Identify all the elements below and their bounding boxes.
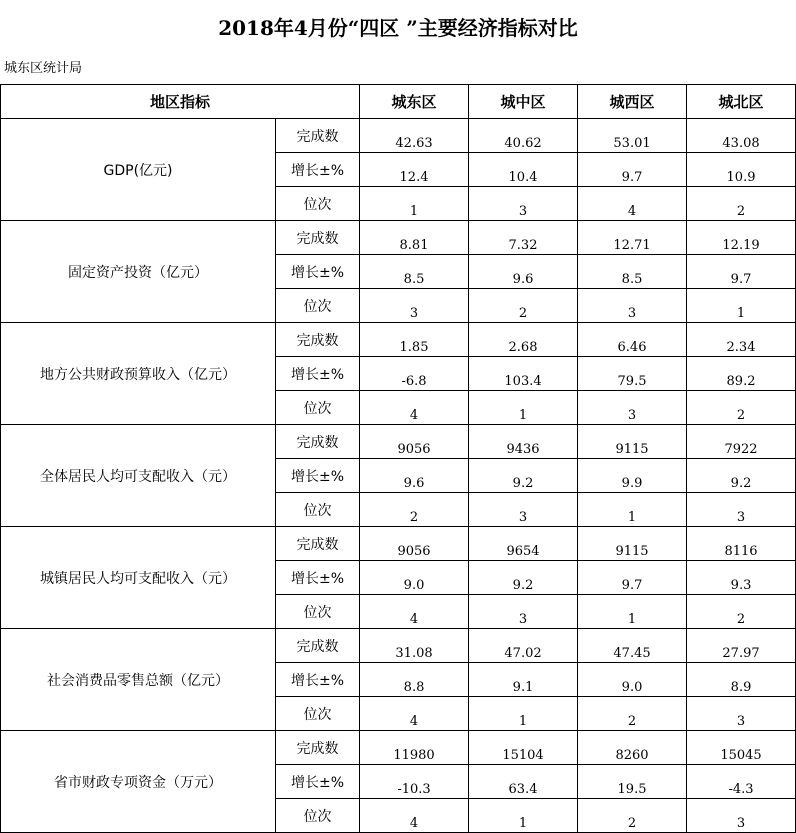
- table-row: [1, 731, 796, 765]
- value-cell: 9.7: [578, 153, 687, 187]
- value-cell: 15045: [687, 731, 796, 765]
- value-cell: 3: [687, 493, 796, 527]
- value-cell: 1: [469, 799, 578, 833]
- value-cell: 2.34: [687, 323, 796, 357]
- indicator-name: 地方公共财政预算收入（亿元）: [1, 323, 276, 425]
- value-cell: 10.9: [687, 153, 796, 187]
- value-cell: 8.5: [578, 255, 687, 289]
- value-cell: 9.0: [578, 663, 687, 697]
- indicator-name: 省市财政专项资金（万元）: [1, 731, 276, 833]
- value-cell: 9.6: [360, 459, 469, 493]
- value-cell: 3: [469, 493, 578, 527]
- value-cell: 2: [578, 697, 687, 731]
- metric-label: 位次: [276, 187, 360, 221]
- table-body: [1, 85, 796, 833]
- metric-label: 增长±%: [276, 459, 360, 493]
- value-cell: 63.4: [469, 765, 578, 799]
- value-cell: -4.3: [687, 765, 796, 799]
- value-cell: -10.3: [360, 765, 469, 799]
- indicator-name: GDP(亿元): [1, 119, 276, 221]
- metric-label: 完成数: [276, 731, 360, 765]
- metric-label: 完成数: [276, 323, 360, 357]
- value-cell: 8116: [687, 527, 796, 561]
- header-district: 城西区: [578, 85, 687, 119]
- value-cell: 79.5: [578, 357, 687, 391]
- header-district: 城中区: [469, 85, 578, 119]
- value-cell: 1: [578, 595, 687, 629]
- value-cell: 15104: [469, 731, 578, 765]
- value-cell: 4: [360, 391, 469, 425]
- value-cell: 9.7: [578, 561, 687, 595]
- indicator-name: 全体居民人均可支配收入（元）: [1, 425, 276, 527]
- value-cell: 42.63: [360, 119, 469, 153]
- value-cell: 9115: [578, 425, 687, 459]
- value-cell: -6.8: [360, 357, 469, 391]
- value-cell: 1: [360, 187, 469, 221]
- value-cell: 2: [578, 799, 687, 833]
- value-cell: 2: [687, 187, 796, 221]
- value-cell: 2: [360, 493, 469, 527]
- value-cell: 3: [578, 391, 687, 425]
- value-cell: 2: [687, 391, 796, 425]
- metric-label: 位次: [276, 697, 360, 731]
- value-cell: 4: [360, 799, 469, 833]
- value-cell: 9.3: [687, 561, 796, 595]
- value-cell: 9.9: [578, 459, 687, 493]
- header-district: 城北区: [687, 85, 796, 119]
- value-cell: 8260: [578, 731, 687, 765]
- value-cell: 53.01: [578, 119, 687, 153]
- value-cell: 3: [469, 187, 578, 221]
- table-row: [1, 323, 796, 357]
- value-cell: 19.5: [578, 765, 687, 799]
- metric-label: 增长±%: [276, 663, 360, 697]
- value-cell: 103.4: [469, 357, 578, 391]
- value-cell: 9.2: [469, 561, 578, 595]
- value-cell: 4: [360, 697, 469, 731]
- table-row: [1, 119, 796, 153]
- value-cell: 8.5: [360, 255, 469, 289]
- metric-label: 位次: [276, 391, 360, 425]
- table-row: [1, 425, 796, 459]
- value-cell: 3: [360, 289, 469, 323]
- metric-label: 完成数: [276, 425, 360, 459]
- value-cell: 12.4: [360, 153, 469, 187]
- metric-label: 增长±%: [276, 765, 360, 799]
- value-cell: 31.08: [360, 629, 469, 663]
- value-cell: 4: [578, 187, 687, 221]
- value-cell: 43.08: [687, 119, 796, 153]
- value-cell: 8.8: [360, 663, 469, 697]
- value-cell: 40.62: [469, 119, 578, 153]
- value-cell: 3: [578, 289, 687, 323]
- table-row: [1, 221, 796, 255]
- source-label: 城东区统计局: [4, 61, 83, 76]
- page-title: 2018年4月份“四区 ”主要经济指标对比: [218, 15, 578, 40]
- value-cell: 1: [469, 391, 578, 425]
- metric-label: 完成数: [276, 221, 360, 255]
- value-cell: 8.9: [687, 663, 796, 697]
- value-cell: 9.6: [469, 255, 578, 289]
- indicator-name: 城镇居民人均可支配收入（元）: [1, 527, 276, 629]
- value-cell: 10.4: [469, 153, 578, 187]
- value-cell: 7922: [687, 425, 796, 459]
- metric-label: 完成数: [276, 119, 360, 153]
- value-cell: 9056: [360, 425, 469, 459]
- value-cell: 9.2: [469, 459, 578, 493]
- table-header-row: [1, 85, 796, 119]
- metric-label: 位次: [276, 493, 360, 527]
- value-cell: 1.85: [360, 323, 469, 357]
- value-cell: 3: [469, 595, 578, 629]
- value-cell: 8.81: [360, 221, 469, 255]
- value-cell: 9056: [360, 527, 469, 561]
- value-cell: 11980: [360, 731, 469, 765]
- value-cell: 3: [687, 697, 796, 731]
- metric-label: 增长±%: [276, 255, 360, 289]
- value-cell: 9.7: [687, 255, 796, 289]
- metric-label: 位次: [276, 289, 360, 323]
- value-cell: 9115: [578, 527, 687, 561]
- indicator-table: [0, 84, 796, 833]
- metric-label: 完成数: [276, 527, 360, 561]
- value-cell: 7.32: [469, 221, 578, 255]
- metric-label: 位次: [276, 799, 360, 833]
- value-cell: 2: [687, 595, 796, 629]
- header-district: 城东区: [360, 85, 469, 119]
- value-cell: 3: [687, 799, 796, 833]
- metric-label: 增长±%: [276, 561, 360, 595]
- table-row: [1, 527, 796, 561]
- indicator-name: 固定资产投资（亿元）: [1, 221, 276, 323]
- metric-label: 增长±%: [276, 153, 360, 187]
- value-cell: 1: [469, 697, 578, 731]
- value-cell: 1: [687, 289, 796, 323]
- value-cell: 4: [360, 595, 469, 629]
- metric-label: 完成数: [276, 629, 360, 663]
- value-cell: 6.46: [578, 323, 687, 357]
- value-cell: 2: [469, 289, 578, 323]
- value-cell: 1: [578, 493, 687, 527]
- value-cell: 9654: [469, 527, 578, 561]
- indicator-name: 社会消费品零售总额（亿元）: [1, 629, 276, 731]
- header-indicator: 地区指标: [1, 85, 360, 119]
- value-cell: 47.45: [578, 629, 687, 663]
- value-cell: 47.02: [469, 629, 578, 663]
- value-cell: 9.0: [360, 561, 469, 595]
- value-cell: 2.68: [469, 323, 578, 357]
- value-cell: 9436: [469, 425, 578, 459]
- value-cell: 9.1: [469, 663, 578, 697]
- metric-label: 位次: [276, 595, 360, 629]
- value-cell: 89.2: [687, 357, 796, 391]
- value-cell: 9.2: [687, 459, 796, 493]
- table-row: [1, 629, 796, 663]
- metric-label: 增长±%: [276, 357, 360, 391]
- value-cell: 12.19: [687, 221, 796, 255]
- value-cell: 27.97: [687, 629, 796, 663]
- value-cell: 12.71: [578, 221, 687, 255]
